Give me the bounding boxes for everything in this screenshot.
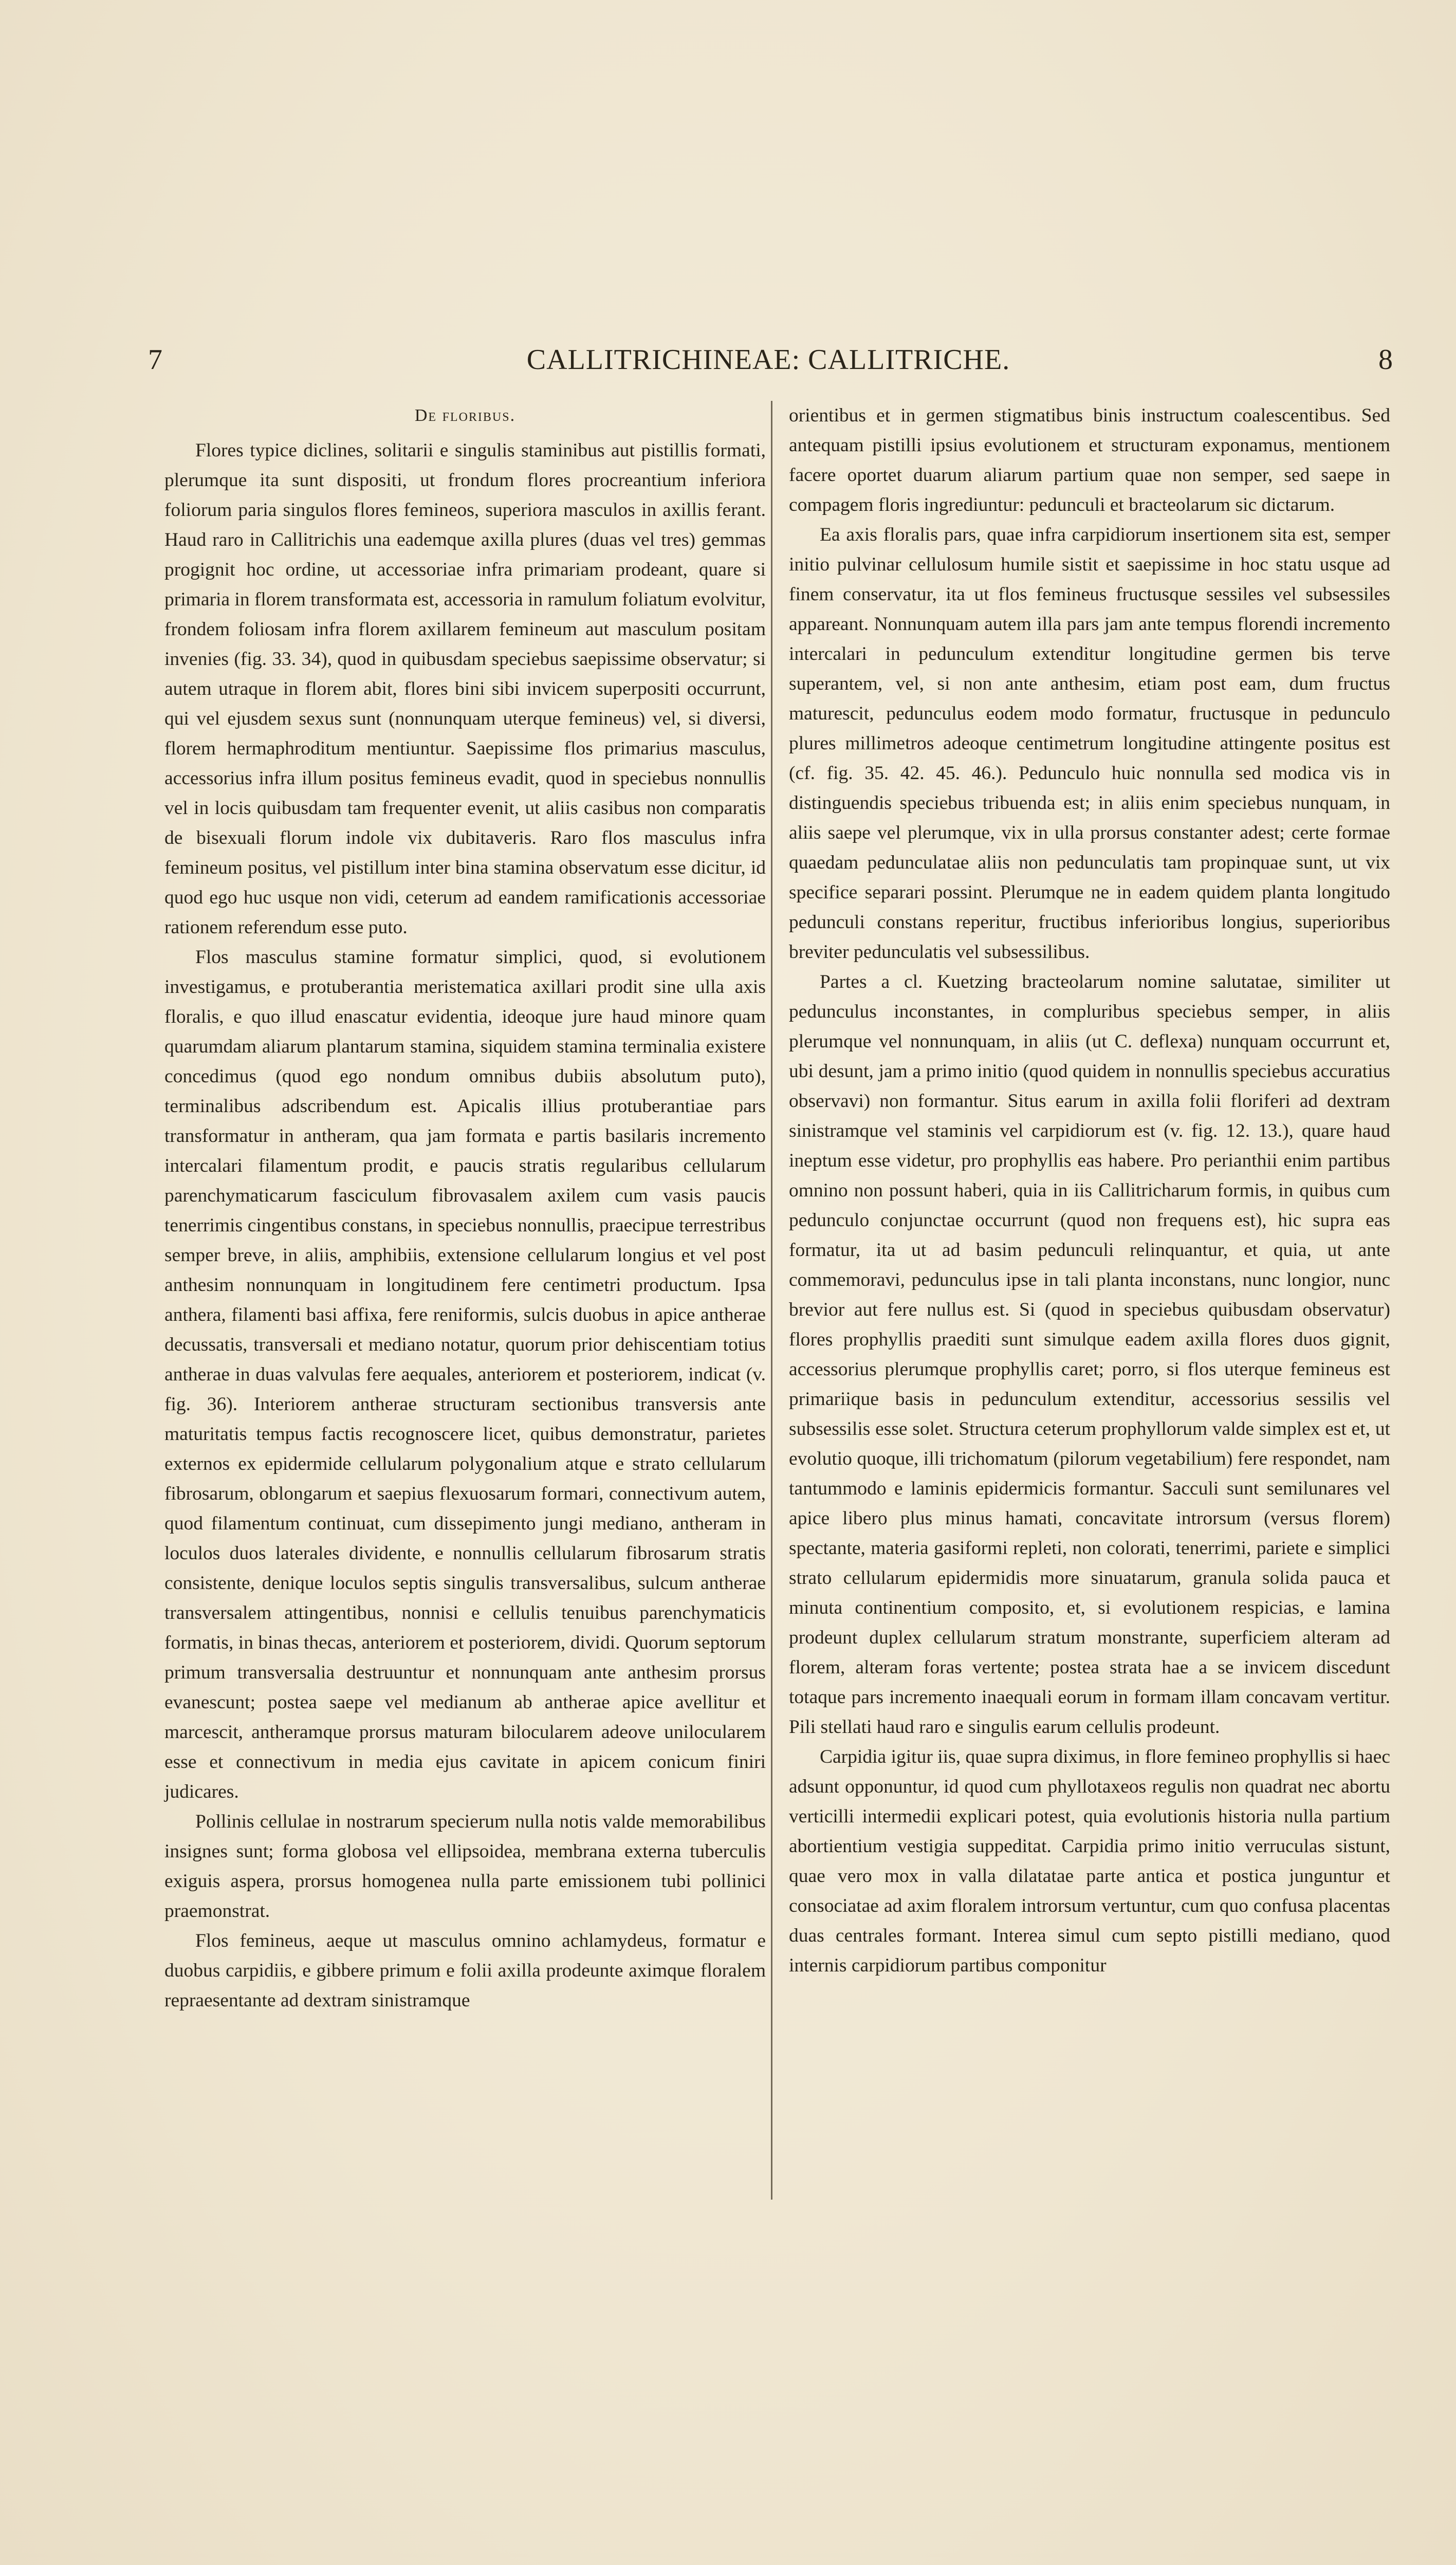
- paragraph: orientibus et in germen stigmatibus binis instructum coalescentibus. Sed antequam pistilli ipsius evolutionem et structuram exponamus, mentionem facere oportet duarum aliarum partium quae non semper, sed saepe in compagem floris ingrediuntur: pedunculi et bracteolarum sic dictarum.: [789, 405, 1390, 515]
- paragraph: Pollinis cellulae in nostrarum specierum nulla notis valde memorabilibus insignes sunt; forma globosa vel ellipsoidea, membrana externa tuberculis exiguis aspera, prorsus homogenea nulla parte emissionem tubi pollinici praemonstrat.: [164, 1811, 766, 1922]
- left-column: [164, 401, 766, 2457]
- page-header: [144, 343, 1393, 390]
- paragraph: Ea axis floralis pars, quae infra carpidiorum insertionem sita est, semper initio pulvinar cellulosum humile sistit et saepissime in hoc statu usque ad finem conservatur, ita ut flos femineus fructusque sessiles vel subsessiles appareant. Nonnunquam autem illa pars jam ante tempus florendi incremento intercalari in pedunculum extenditur longitudine germen bis terve superantem, vel, si non ante anthesim, etiam post eam, dum fructus maturescit, pedunculus eodem modo formatur, fructusque in pedunculo plures millimetros adeoque centimetrum longitudine attingente positus est (cf. fig. 35. 42. 45. 46.). Pedunculo huic nonnulla sed modica vis in distinguendis speciebus tribuenda est; in aliis enim speciebus nunquam, in aliis saepe vel plerumque, vix in ulla prorsus constanter adest; certe formae quaedam pedunculatae aliis non pedunculatis tam propinquae sunt, ut vix specifice separari possint. Plerumque ne in eadem quidem planta longitudo pedunculi constans reperitur, fructibus inferioribus longius, superioribus breviter pedunculatis vel subsessilibus.: [789, 524, 1390, 963]
- running-title: CALLITRICHINEAE: CALLITRICHE.: [526, 344, 1010, 376]
- column-divider: [771, 401, 772, 2200]
- paragraph: Partes a cl. Kuetzing bracteolarum nomine salutatae, similiter ut pedunculus inconstantes, in compluribus speciebus semper, in aliis plerumque vel nonnunquam, in aliis (ut C. deflexa) nunquam occurrunt et, ubi desunt, jam a primo initio (quod quidem in nonnullis speciebus accuratius observavi) non formantur. Situs earum in axilla folii floriferi ad dextram sinistramque vel staminis vel carpidiorum est (v. fig. 12. 13.), quare haud ineptum esse videtur, pro prophyllis eas habere. Pro perianthii enim partibus omnino non possunt haberi, quia in iis Callitricharum formis, in quibus cum pedunculo conjunctae occurrunt (quod non frequens est), hic supra eas formatur, ita ut ad basim pedunculi relinquantur, et quia, ut ante commemoravi, pedunculus ipse in tali planta inconstans, nunc longior, nunc brevior aut fere nullus est. Si (quod in speciebus quibusdam observatur) flores prophyllis praediti sunt simulque eadem axilla flores duos gignit, accessorius plerumque prophyllis caret; porro, si flos uterque femineus est primariique basis in pedunculum extenditur, accessorius sessilis vel subsessilis esse solet. Structura ceterum prophyllorum valde simplex est et, ut evolutio quoque, illi trichomatum (pilorum vegetabilium) fere respondet, nam tantummodo e laminis epidermicis formantur. Sacculi sunt semilunares vel apice libero plus minus hamati, concavitate introrsum (versus florem) spectante, materia gasiformi repleti, non colorati, tenerrimi, pariete e simplici strato cellularum epidermidis more sinuatarum, granula solida pauca et minuta continentium composito, et, si evolutionem respicias, e lamina prodeunt duplex cellularum stratum monstrante, superficiem alteram ad florem, alteram foras vertente; postea strata hae a se invicem discedunt totaque pars incremento inaequali eorum in formam illam concavam vertitur. Pili stellati haud raro e singulis earum cellulis prodeunt.: [789, 971, 1390, 1738]
- paragraph: Flos masculus stamine formatur simplici, quod, si evolutionem investigamus, e protuberantia meristematica axillari prodit sine ulla axis floralis, e quo illud enascatur evidentia, ideoque jure haud minore quam quarumdam aliarum plantarum stamina, siquidem stamina terminalia existere concedimus (quod ego nondum omnibus dubiis absolutum puto), terminalibus adscribendum est. Apicalis illius protuberantiae pars transformatur in antheram, qua jam formata e partis basilaris incremento intercalari filamentum prodit, e paucis stratis regularibus cellularum parenchymaticarum fasciculum fibrovasalem axilem cum vasis paucis tenerrimis cingentibus constans, in speciebus nonnullis, praecipue terrestribus semper breve, in aliis, amphibiis, extensione cellularum longius et vel post anthesim nonnunquam in longitudinem fere centimetri productum. Ipsa anthera, filamenti basi affixa, fere reniformis, sulcis duobus in apice antherae decussatis, transversali et mediano notatur, quorum prior dehiscentiam totius antherae in duas valvulas fere aequales, anteriorem et posteriorem, indicat (v. fig. 36). Interiorem antherae structuram sectionibus transversis ante maturitatis tempus factis recognoscere licet, quibus demonstratur, parietes externos ex epidermide cellularum polygonalium atque e strato cellularum fibrosarum, oblongarum et saepius flexuosarum formari, connectivum autem, quod filamentum continuat, cum dissepimento jungi mediano, antheram in loculos duos laterales dividente, e nonnullis cellularum fibrosarum stratis consistente, denique loculos septis singulis transversalibus, sulcum antherae transversalem attingentibus, nonnisi e cellulis tenuibus parenchymaticis formatis, in binas thecas, anteriorem et posteriorem, dividi. Quorum septorum primum transversalia destruuntur et nonnunquam ante anthesim prorsus evanescunt; postea saepe vel medianum ab antherae apice avellitur et marcescit, antheramque prorsus maturam bilocularem adeove unilocularem esse et connectivum in media ejus cavitate in apicem conicum finiri judicares.: [164, 947, 766, 1802]
- paragraph: Carpidia igitur iis, quae supra diximus, in flore femineo prophyllis si haec adsunt opponuntur, id quod cum phyllotaxeos regulis non quadrat nec abortu verticilli intermedii explicari potest, quia evolutionis historia nulla partium abortientium vestigia suppeditat. Carpidia primo initio verruculas sistunt, quae vero mox in valla dilatatae parte antica et postica junguntur et consociatae ad axim floralem introrsum vertuntur, cum quo confusa placentas duas centrales formant. Interea simul cum septo pistilli mediano, quod internis carpidiorum partibus componitur: [789, 1746, 1390, 1976]
- paragraph: Flos femineus, aeque ut masculus omnino achlamydeus, formatur e duobus carpidiis, e gibbere primum e folii axilla prodeunte aximque floralem repraesentante ad dextram sinistramque: [164, 1930, 766, 2011]
- right-page-number: 8: [1378, 344, 1393, 376]
- section-heading: De floribus.: [414, 406, 516, 425]
- paragraph: Flores typice diclines, solitarii e singulis staminibus aut pistillis formati, plerumque ita sunt dispositi, ut frondum flores procreantium inferiora foliorum paria singulos flores femineos, superiora masculos in axillis ferant. Haud raro in Callitrichis una eademque axilla plures (duas vel tres) gemmas progignit hoc ordine, ut accessoriae infra primariam prodeant, quare si primaria in florem transformata est, accessoria in ramulum foliatum evolvitur, frondem foliosam infra florem axillarem femineum aut masculum positam invenies (fig. 33. 34), quod in quibusdam speciebus saepissime observatur; si autem utraque in florem abit, flores bini sibi invicem superpositi occurrunt, qui vel ejusdem sexus sunt (nonnunquam uterque femineus) vel, si diversi, florem hermaphroditum mentiuntur. Saepissime flos primarius masculus, accessorius infra illum positus femineus evadit, quod in speciebus nonnullis vel in locis quibusdam tam frequenter evenit, ut aliis casibus non comparatis de bisexuali florum indole vix dubitaveris. Raro flos masculus infra femineum positus, vel pistillum inter bina stamina observatum esse dicitur, id quod ego huc usque non vidi, ceterum ad eandem ramificationis accessoriae rationem referendum esse puto.: [164, 440, 766, 938]
- right-column: [789, 401, 1390, 2457]
- left-page-number: 7: [148, 344, 162, 376]
